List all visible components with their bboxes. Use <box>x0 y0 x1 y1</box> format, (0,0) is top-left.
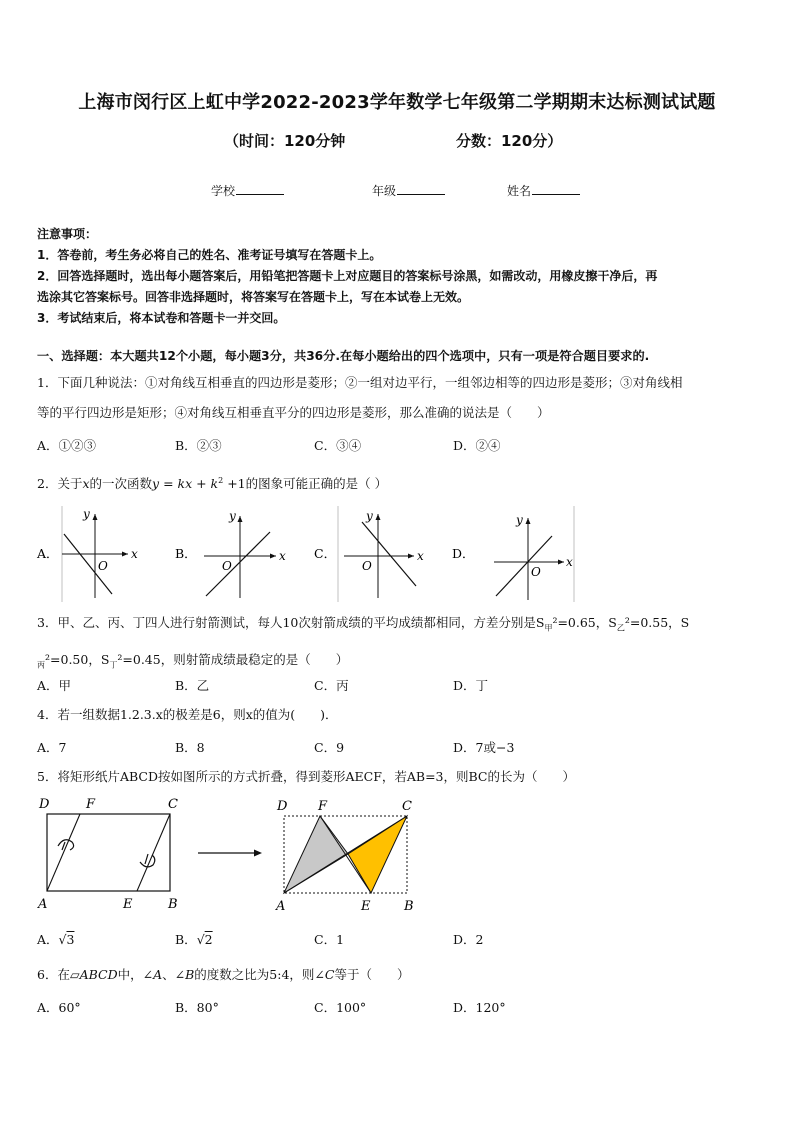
note-item: 1．答卷前，考生务必将自己的姓名、准考证号填写在答题卡上。 <box>37 248 382 262</box>
original-rectangle <box>37 797 178 912</box>
option-b: B．80° <box>175 1000 219 1015</box>
option-d: D．2 <box>453 932 484 947</box>
axis-y-label: y <box>83 507 90 521</box>
option-d: D．7或−3 <box>453 740 515 755</box>
origin-label: O <box>531 565 541 579</box>
option-b-label: B． <box>175 932 197 947</box>
angle-c: C <box>324 967 335 982</box>
radicand: 3 <box>66 932 75 947</box>
school-blank <box>236 182 284 195</box>
question-3-text: 3．甲、乙、丙、丁四人进行射箭测试，每人10次射箭成绩的平均成绩都相同，方差分别是S <box>37 615 545 630</box>
variance-yi: ²=0.55，S <box>624 615 690 630</box>
notes-heading: 注意事项： <box>37 227 98 241</box>
axis-y-label: y <box>229 509 236 523</box>
question-6-text: 中，∠ <box>117 967 154 982</box>
graph-c-label: C． <box>314 546 337 561</box>
option-b <box>175 930 213 948</box>
option-b: B．②③ <box>175 438 222 453</box>
grade-label: 年级 <box>372 184 397 198</box>
origin-label: O <box>362 559 372 573</box>
question-3 <box>37 607 762 680</box>
question-4: 4．若一组数据1.2.3.x的极差是6，则x的值为( )． <box>37 707 338 722</box>
option-a: A．7 <box>37 740 67 755</box>
question-6-text: 6．在▱ <box>37 967 80 982</box>
section-heading: 一、选择题：本大题共12个小题，每小题3分，共36分.在每小题给出的四个选项中，只有一项是符合题目要求的. <box>37 349 650 363</box>
vertex-label: E <box>361 899 371 914</box>
option-d: D．②④ <box>453 438 501 453</box>
graph-c <box>344 509 424 598</box>
angle-a: A <box>153 967 163 982</box>
graph-d <box>494 513 573 600</box>
question-2-plus-one: +1 <box>223 476 246 492</box>
question-3-line-2 <box>37 644 762 681</box>
name-blank <box>532 182 580 195</box>
vertex-label: C <box>402 799 412 814</box>
option-a-label: A． <box>37 932 59 947</box>
question-6-text: 的度数之比为5:4，则∠ <box>194 967 325 982</box>
question-6-text: 、∠ <box>162 967 186 982</box>
angle-b: B <box>185 967 195 982</box>
option-d: D．丁 <box>453 678 489 693</box>
variance-bing: ²=0.50，S <box>45 651 110 667</box>
vertex-label: A <box>276 899 286 914</box>
question-1-line-2: 等的平行四边形是矩形；④对角线互相垂直平分的四边形是菱形，那么准确的说法是（ ） <box>37 405 550 420</box>
notes-block <box>37 224 762 329</box>
grade-blank <box>397 182 445 195</box>
parallelogram-name: ABCD <box>79 967 118 982</box>
vertex-label: D <box>39 797 50 812</box>
question-1-line-1: 1．下面几种说法：①对角线互相垂直的四边形是菱形；②一组对边平行，一组邻边相等的四边形是菱形；③对角线相 <box>37 375 683 390</box>
option-a: A．甲 <box>37 678 72 693</box>
vertex-label: D <box>277 799 288 814</box>
origin-label: O <box>222 559 232 573</box>
option-c: C．1 <box>314 932 345 947</box>
vertex-label: F <box>318 799 328 814</box>
option-c: C．9 <box>314 740 345 755</box>
origin-label: O <box>98 559 108 573</box>
question-5-figure <box>0 794 794 916</box>
graph-d-label: D． <box>452 546 475 561</box>
graph-b-label: B． <box>175 546 197 561</box>
question-5: 5．将矩形纸片ABCD按如图所示的方式折叠，得到菱形AECF，若AB=3，则BC的长为（ ） <box>37 769 575 784</box>
vertex-label: A <box>38 897 48 912</box>
variance-ding: ²=0.45，则射箭成绩最稳定的是（ ） <box>117 651 349 667</box>
axis-y-label: y <box>366 509 373 523</box>
option-a <box>37 930 74 948</box>
subscript-ding: 丁 <box>109 660 118 669</box>
arrow <box>198 850 262 857</box>
option-c: C．丙 <box>314 678 349 693</box>
axis-y-label: y <box>516 513 523 527</box>
question-2-suffix: 的图象可能正确的是（ ） <box>245 476 388 492</box>
name-field <box>507 182 580 199</box>
name-label: 姓名 <box>507 184 532 198</box>
page-title: 上海市闵行区上虹中学2022-2023学年数学七年级第二学期期末达标测试试题 <box>78 92 716 113</box>
vertex-label: C <box>168 797 178 812</box>
axis-x-label: x <box>279 549 286 563</box>
question-4-options <box>37 738 762 762</box>
question-2-exponent: 2 <box>218 476 224 485</box>
note-item: 3．考试结束后，将本试卷和答题卡一并交回。 <box>37 311 286 325</box>
sqrt-icon: √ <box>196 932 205 947</box>
question-2-mid: 的一次函数 <box>89 476 153 492</box>
note-item: 选涂其它答案标号。回答非选择题时，将答案写在答题卡上，写在本试卷上无效。 <box>37 290 470 304</box>
option-a: A．①②③ <box>37 438 97 453</box>
subscript-bing: 丙 <box>37 660 45 669</box>
question-2 <box>37 466 762 499</box>
grade-field <box>372 182 445 199</box>
option-b: B．乙 <box>175 678 210 693</box>
vertex-label: B <box>404 899 414 914</box>
axis-x-label: x <box>417 549 424 563</box>
graph-a-label: A． <box>37 546 59 561</box>
question-2-graphs <box>0 500 794 604</box>
question-2-var-x: x <box>82 476 90 492</box>
question-3-line-1 <box>37 607 762 644</box>
question-6 <box>37 960 762 990</box>
vertex-label: E <box>123 897 133 912</box>
folded-rhombus <box>275 799 414 914</box>
axis-x-label: x <box>566 555 573 569</box>
question-3-options <box>37 676 762 700</box>
question-1 <box>37 368 762 428</box>
graph-b <box>204 509 286 598</box>
question-1-options <box>37 436 762 460</box>
variance-jia: ²=0.65，S <box>552 615 617 630</box>
total-score: 分数：120分） <box>456 132 563 150</box>
option-d: D．120° <box>453 1000 506 1015</box>
question-6-text: 等于（ ） <box>334 967 410 982</box>
vertex-label: F <box>86 797 96 812</box>
question-5-options <box>37 930 762 954</box>
school-label: 学校 <box>211 184 236 198</box>
question-6-options <box>37 998 762 1022</box>
option-a: A．60° <box>37 1000 81 1015</box>
sqrt-icon: √ <box>58 932 67 947</box>
axis-x-label: x <box>131 547 138 561</box>
note-item: 2．回答选择题时，选出每小题答案后，用铅笔把答题卡上对应题目的答案标号涂黑，如需改动，用橡皮擦干净后，再 <box>37 269 658 283</box>
graph-a <box>62 507 138 598</box>
question-2-formula: y = kx + k <box>152 476 219 492</box>
subscript-jia: 甲 <box>544 623 553 633</box>
option-b: B．8 <box>175 740 205 755</box>
question-2-prefix: 2．关于 <box>37 476 83 492</box>
option-c: C．③④ <box>314 438 362 453</box>
subscript-yi: 乙 <box>616 623 625 633</box>
vertex-label: B <box>168 897 178 912</box>
radicand: 2 <box>204 932 213 947</box>
school-field <box>211 182 284 199</box>
option-c: C．100° <box>314 1000 367 1015</box>
time-limit: （时间：120分钟 <box>224 132 346 150</box>
